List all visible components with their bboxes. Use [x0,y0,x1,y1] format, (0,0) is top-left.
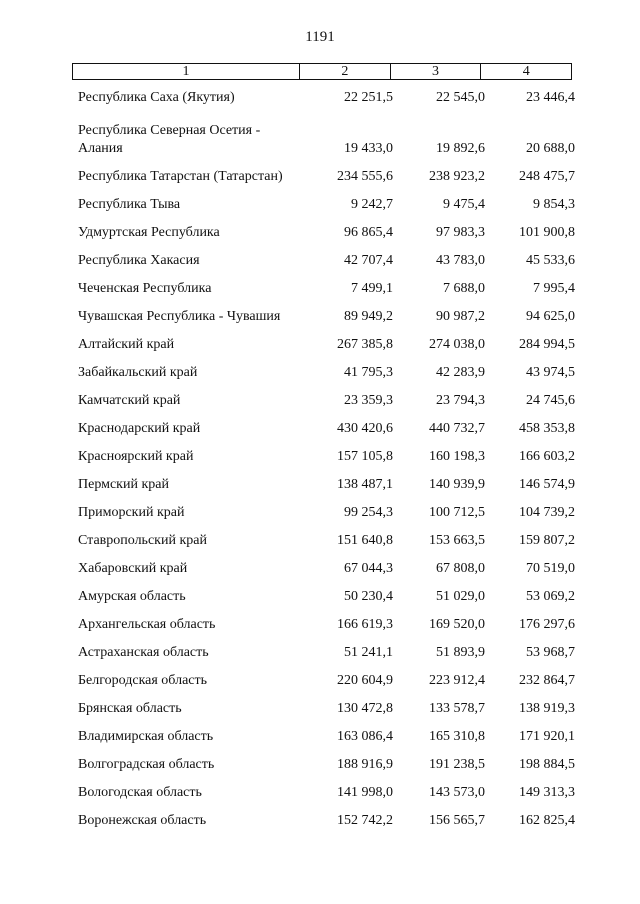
region-name: Республика Хакасия [78,253,200,268]
value-col-3: 143 573,0 [429,785,485,800]
value-col-4: 166 603,2 [519,449,575,464]
value-col-3: 43 783,0 [436,253,485,268]
value-col-3: 100 712,5 [429,505,485,520]
value-col-2: 23 359,3 [344,393,393,408]
value-col-3: 156 565,7 [429,813,485,828]
value-col-4: 198 884,5 [519,757,575,772]
value-col-3: 51 893,9 [436,645,485,660]
value-col-4: 53 069,2 [526,589,575,604]
value-col-3: 51 029,0 [436,589,485,604]
table-row [78,581,578,609]
value-col-3: 160 198,3 [429,449,485,464]
table-row [78,693,578,721]
value-col-2: 138 487,1 [337,477,393,492]
value-col-2: 141 998,0 [337,785,393,800]
value-col-4: 458 353,8 [519,421,575,436]
table-row [78,245,578,273]
value-col-4: 24 745,6 [526,393,575,408]
value-col-3: 19 892,6 [436,141,485,156]
value-col-2: 152 742,2 [337,813,393,828]
value-col-4: 9 854,3 [533,197,575,212]
value-col-4: 159 807,2 [519,533,575,548]
value-col-2: 42 707,4 [344,253,393,268]
value-col-4: 94 625,0 [526,309,575,324]
region-name: Пермский край [78,477,169,492]
value-col-3: 97 983,3 [436,225,485,240]
value-col-4: 162 825,4 [519,813,575,828]
value-col-3: 90 987,2 [436,309,485,324]
value-col-4: 45 533,6 [526,253,575,268]
table-row [78,385,578,413]
table-row [78,441,578,469]
value-col-4: 104 739,2 [519,505,575,520]
value-col-3: 67 808,0 [436,561,485,576]
value-col-2: 7 499,1 [351,281,393,296]
table-header [72,63,572,80]
table-row [78,217,578,245]
table-row [78,357,578,385]
value-col-2: 67 044,3 [344,561,393,576]
region-name: Волгоградская область [78,757,215,772]
table-row [78,805,578,833]
page-number: 1191 [305,29,335,45]
value-col-4: 70 519,0 [526,561,575,576]
value-col-2: 51 241,1 [344,645,393,660]
region-name: Брянская область [78,701,182,716]
region-name: Приморский край [78,505,185,520]
value-col-4: 248 475,7 [519,169,575,184]
header-col-4: 4 [522,64,530,79]
value-col-4: 149 313,3 [519,785,575,800]
value-col-4: 23 446,4 [526,90,575,105]
table-row [78,161,578,189]
table-row [78,110,578,161]
table-row [78,189,578,217]
value-col-3: 440 732,7 [429,421,485,436]
region-name: Республика Северная Осетия - Алания [78,123,261,156]
header-col-1: 1 [73,64,300,79]
value-col-4: 176 297,6 [519,617,575,632]
region-name: Владимирская область [78,729,214,744]
value-col-3: 191 238,5 [429,757,485,772]
value-col-3: 23 794,3 [436,393,485,408]
value-col-2: 96 865,4 [344,225,393,240]
table-row [78,301,578,329]
region-name: Чувашская Республика - Чувашия [78,309,281,324]
value-col-3: 238 923,2 [429,169,485,184]
value-col-3: 274 038,0 [429,337,485,352]
region-name: Амурская область [78,589,186,604]
region-name: Белгородская область [78,673,208,688]
region-name: Воронежская область [78,813,207,828]
value-col-4: 20 688,0 [526,141,575,156]
value-col-4: 138 919,3 [519,701,575,716]
value-col-3: 42 283,9 [436,365,485,380]
table-row [78,469,578,497]
value-col-4: 53 968,7 [526,645,575,660]
region-name: Красноярский край [78,449,194,464]
value-col-2: 430 420,6 [337,421,393,436]
region-name: Краснодарский край [78,421,201,436]
table-row [78,273,578,301]
table-row [78,329,578,357]
region-name: Хабаровский край [78,561,188,576]
region-name: Удмуртская Республика [78,225,220,240]
value-col-4: 43 974,5 [526,365,575,380]
value-col-2: 99 254,3 [344,505,393,520]
value-col-3: 169 520,0 [429,617,485,632]
value-col-4: 146 574,9 [519,477,575,492]
value-col-2: 50 230,4 [344,589,393,604]
region-name: Ставропольский край [78,533,207,548]
table-row [78,609,578,637]
value-col-4: 101 900,8 [519,225,575,240]
table-row [78,82,578,110]
value-col-3: 22 545,0 [436,90,485,105]
value-col-4: 284 994,5 [519,337,575,352]
region-name: Астраханская область [78,645,209,660]
value-col-3: 133 578,7 [429,701,485,716]
value-col-2: 163 086,4 [337,729,393,744]
value-col-4: 171 920,1 [519,729,575,744]
table-row [78,777,578,805]
value-col-3: 153 663,5 [429,533,485,548]
table-row [78,721,578,749]
region-name: Забайкальский край [78,365,198,380]
value-col-3: 223 912,4 [429,673,485,688]
header-col-2: 2 [300,64,391,79]
table-row [78,553,578,581]
table-row [78,637,578,665]
region-name: Чеченская Республика [78,281,212,296]
value-col-2: 41 795,3 [344,365,393,380]
header-col-3: 3 [391,64,482,79]
value-col-2: 157 105,8 [337,449,393,464]
value-col-2: 19 433,0 [344,141,393,156]
value-col-2: 234 555,6 [337,169,393,184]
table-body [78,82,578,833]
value-col-2: 9 242,7 [351,197,393,212]
region-name: Вологодская область [78,785,202,800]
value-col-2: 188 916,9 [337,757,393,772]
value-col-3: 7 688,0 [443,281,485,296]
value-col-3: 9 475,4 [443,197,485,212]
region-name: Республика Татарстан (Татарстан) [78,169,283,184]
region-name: Алтайский край [78,337,175,352]
value-col-2: 89 949,2 [344,309,393,324]
region-name: Камчатский край [78,393,181,408]
table-row [78,749,578,777]
table-row [78,497,578,525]
table-row [78,525,578,553]
value-col-2: 220 604,9 [337,673,393,688]
region-name: Республика Тыва [78,197,181,212]
value-col-4: 232 864,7 [519,673,575,688]
value-col-2: 151 640,8 [337,533,393,548]
value-col-2: 267 385,8 [337,337,393,352]
table-row [78,665,578,693]
region-name: Архангельская область [78,617,216,632]
value-col-2: 22 251,5 [344,90,393,105]
value-col-4: 7 995,4 [533,281,575,296]
value-col-3: 140 939,9 [429,477,485,492]
value-col-3: 165 310,8 [429,729,485,744]
value-col-2: 166 619,3 [337,617,393,632]
region-name: Республика Саха (Якутия) [78,90,235,105]
table-row [78,413,578,441]
value-col-2: 130 472,8 [337,701,393,716]
